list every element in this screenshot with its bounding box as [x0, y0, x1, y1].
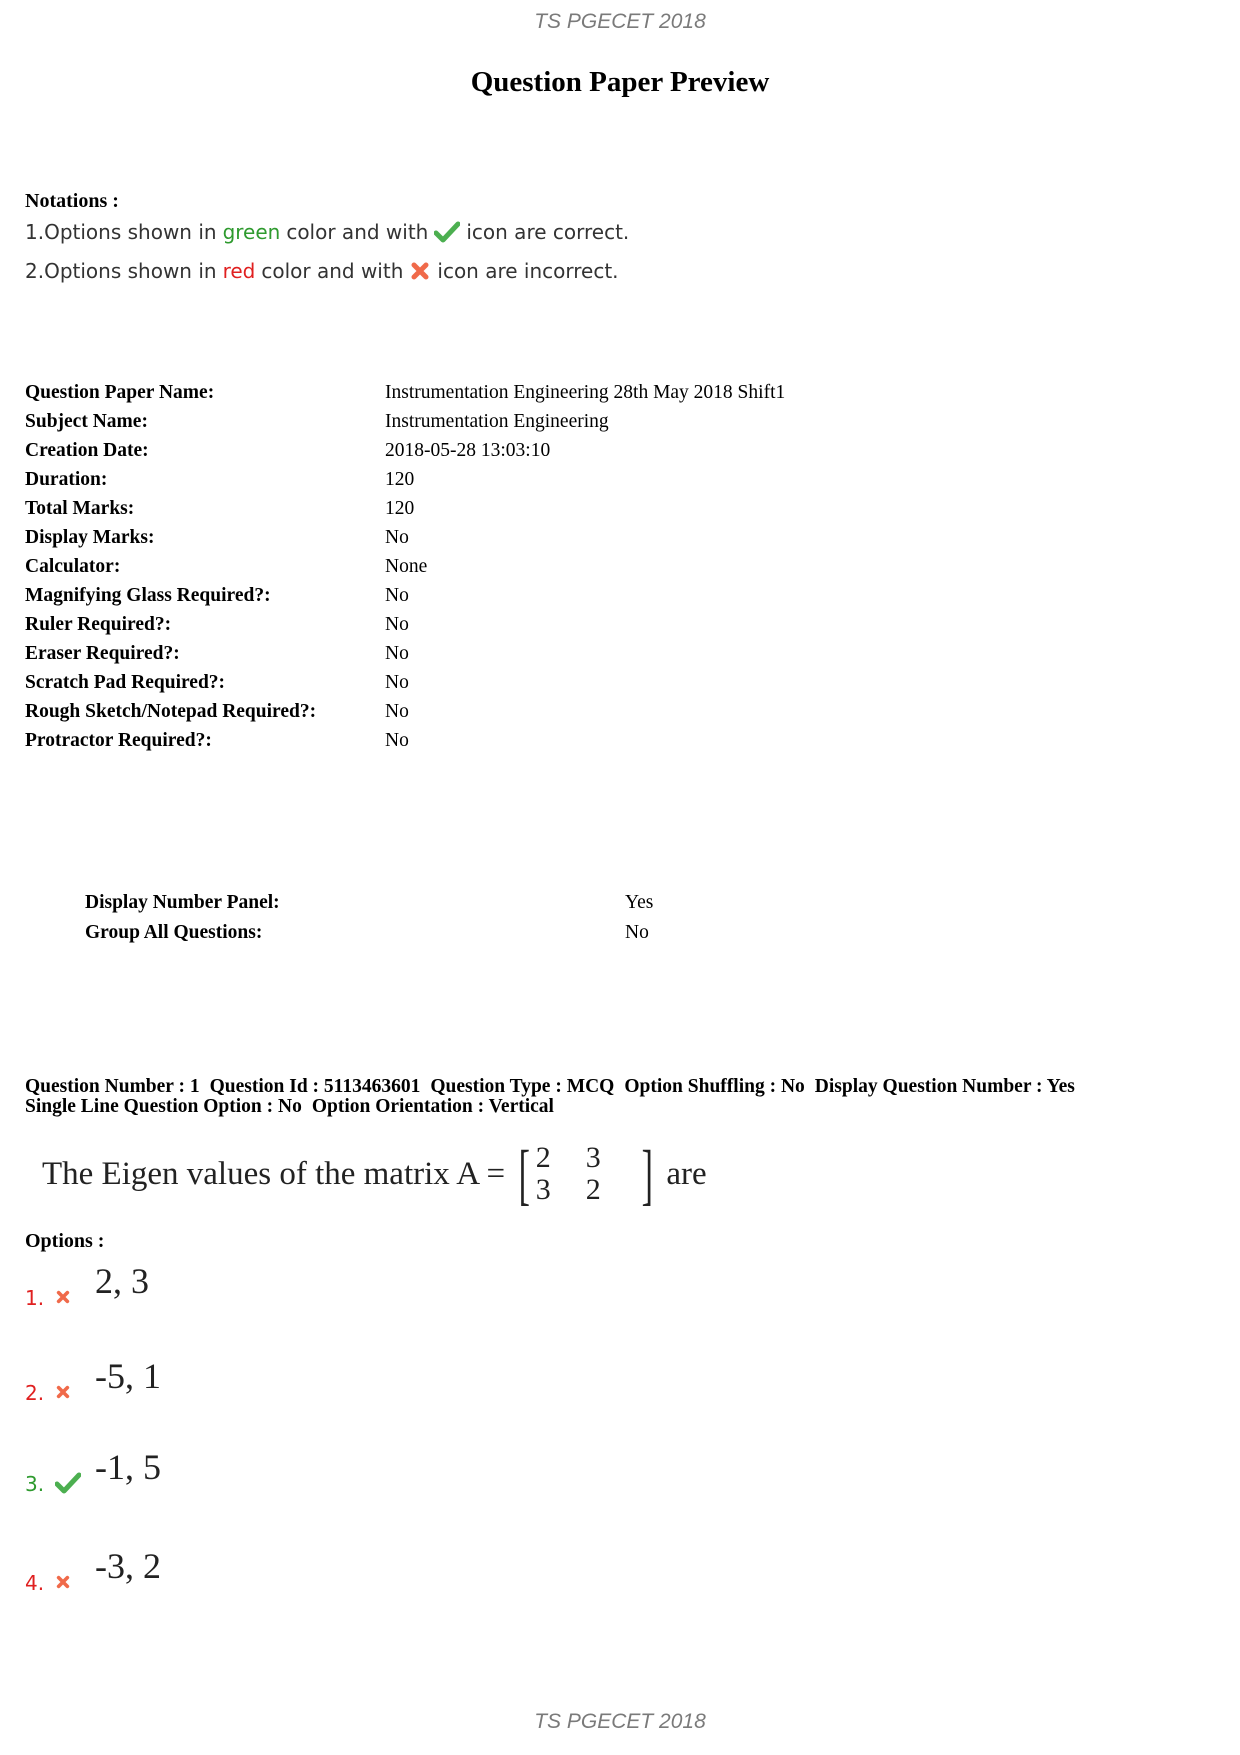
paper-info-row	[25, 614, 409, 636]
panel-label: Group All Questions:	[85, 922, 263, 943]
info-label: Total Marks:	[25, 498, 135, 519]
notation-text: 1.Options shown in	[25, 220, 217, 244]
question-meta	[25, 1077, 1225, 1117]
option-value: -1, 5	[95, 1447, 161, 1487]
info-value: 120	[385, 469, 415, 490]
option-item	[25, 1447, 161, 1496]
question-meta-item: Option Orientation : Vertical	[311, 1096, 554, 1117]
question-meta-item: Question Id : 5113463601	[209, 1076, 421, 1097]
notation-text: 2.Options shown in	[25, 259, 217, 283]
info-label: Rough Sketch/Notepad Required?:	[25, 701, 317, 722]
option-number: 4.	[25, 1571, 45, 1595]
paper-info-row	[25, 498, 414, 520]
paper-info-row	[25, 469, 414, 491]
page-title: Question Paper Preview	[470, 66, 770, 98]
paper-info-row	[25, 672, 409, 694]
paper-info-row	[25, 556, 427, 578]
option-value: 2, 3	[95, 1261, 149, 1301]
info-label: Duration:	[25, 469, 108, 490]
info-label: Scratch Pad Required?:	[25, 672, 226, 693]
page-header: TS PGECET 2018	[534, 10, 706, 33]
panel-info-row	[85, 892, 653, 914]
notation-text: icon are correct.	[466, 220, 630, 244]
info-label: Calculator:	[25, 556, 121, 577]
question-meta-item: Display Question Number : Yes	[814, 1076, 1075, 1097]
notation-color-word: red	[222, 259, 256, 283]
paper-info-row	[25, 730, 409, 752]
panel-value: Yes	[625, 892, 654, 913]
info-label: Question Paper Name:	[25, 382, 215, 403]
notations-heading: Notations :	[25, 190, 119, 212]
paper-info-row	[25, 527, 409, 549]
info-value: None	[385, 556, 428, 577]
panel-label: Display Number Panel:	[85, 892, 280, 913]
info-value: No	[385, 701, 409, 722]
notation-text: color and with	[261, 259, 404, 283]
info-value: No	[385, 730, 409, 751]
question-text-before: The Eigen values of the matrix A =	[42, 1155, 506, 1192]
panel-info-row	[85, 922, 649, 944]
option-number: 2.	[25, 1381, 45, 1405]
matrix-cell: 3	[585, 1141, 601, 1174]
question-text-after: are	[666, 1155, 707, 1192]
option-number: 1.	[25, 1286, 45, 1310]
info-value: No	[385, 585, 409, 606]
info-value: No	[385, 672, 409, 693]
cross-icon	[55, 1284, 87, 1310]
notation-text: icon are incorrect.	[437, 259, 619, 283]
matrix-cell: 2	[535, 1141, 551, 1174]
paper-info-row	[25, 585, 409, 607]
question-meta-item: Single Line Question Option : No	[25, 1096, 302, 1117]
matrix-right-bracket: ]	[641, 1136, 653, 1212]
notation-text: color and with	[286, 220, 429, 244]
info-value: No	[385, 527, 409, 548]
option-number: 3.	[25, 1472, 45, 1496]
paper-info-row	[25, 701, 409, 723]
option-item	[25, 1261, 149, 1310]
info-value: 2018-05-28 13:03:10	[385, 440, 551, 461]
question-meta-line-1	[25, 1077, 1225, 1097]
question-meta-item: Question Number : 1	[25, 1076, 200, 1097]
option-value: -5, 1	[95, 1356, 161, 1396]
cross-icon	[409, 260, 431, 282]
option-item	[25, 1546, 161, 1595]
page-footer: TS PGECET 2018	[534, 1710, 706, 1733]
question-meta-item: Option Shuffling : No	[624, 1076, 805, 1097]
notation-line-correct	[25, 220, 629, 244]
notation-line-incorrect	[25, 259, 619, 283]
info-label: Ruler Required?:	[25, 614, 172, 635]
cross-icon	[55, 1569, 87, 1595]
info-value: No	[385, 614, 409, 635]
info-value: Instrumentation Engineering	[385, 411, 609, 432]
info-label: Display Marks:	[25, 527, 155, 548]
options-heading: Options :	[25, 1230, 105, 1252]
info-label: Subject Name:	[25, 411, 148, 432]
question-text	[42, 1136, 707, 1212]
matrix-left-bracket: [	[518, 1136, 531, 1212]
info-label: Magnifying Glass Required?:	[25, 585, 271, 606]
notation-color-word: green	[222, 220, 281, 244]
check-icon	[55, 1470, 87, 1496]
paper-info-row	[25, 440, 550, 462]
paper-info-row	[25, 411, 609, 433]
matrix-cell: 3	[535, 1173, 551, 1206]
info-value: 120	[385, 498, 415, 519]
matrix-cell: 2	[585, 1173, 601, 1206]
info-label: Eraser Required?:	[25, 643, 180, 664]
cross-icon	[55, 1379, 87, 1405]
paper-info-row	[25, 382, 785, 404]
question-matrix	[513, 1136, 658, 1212]
paper-info-row	[25, 643, 409, 665]
option-item	[25, 1356, 161, 1405]
info-label: Creation Date:	[25, 440, 149, 461]
panel-value: No	[625, 922, 649, 943]
question-meta-item: Question Type : MCQ	[430, 1076, 615, 1097]
question-meta-line-2	[25, 1097, 1225, 1117]
check-icon	[434, 220, 460, 244]
option-value: -3, 2	[95, 1546, 161, 1586]
info-value: No	[385, 643, 409, 664]
info-value: Instrumentation Engineering 28th May 2018 Shift1	[385, 382, 786, 403]
info-label: Protractor Required?:	[25, 730, 212, 751]
